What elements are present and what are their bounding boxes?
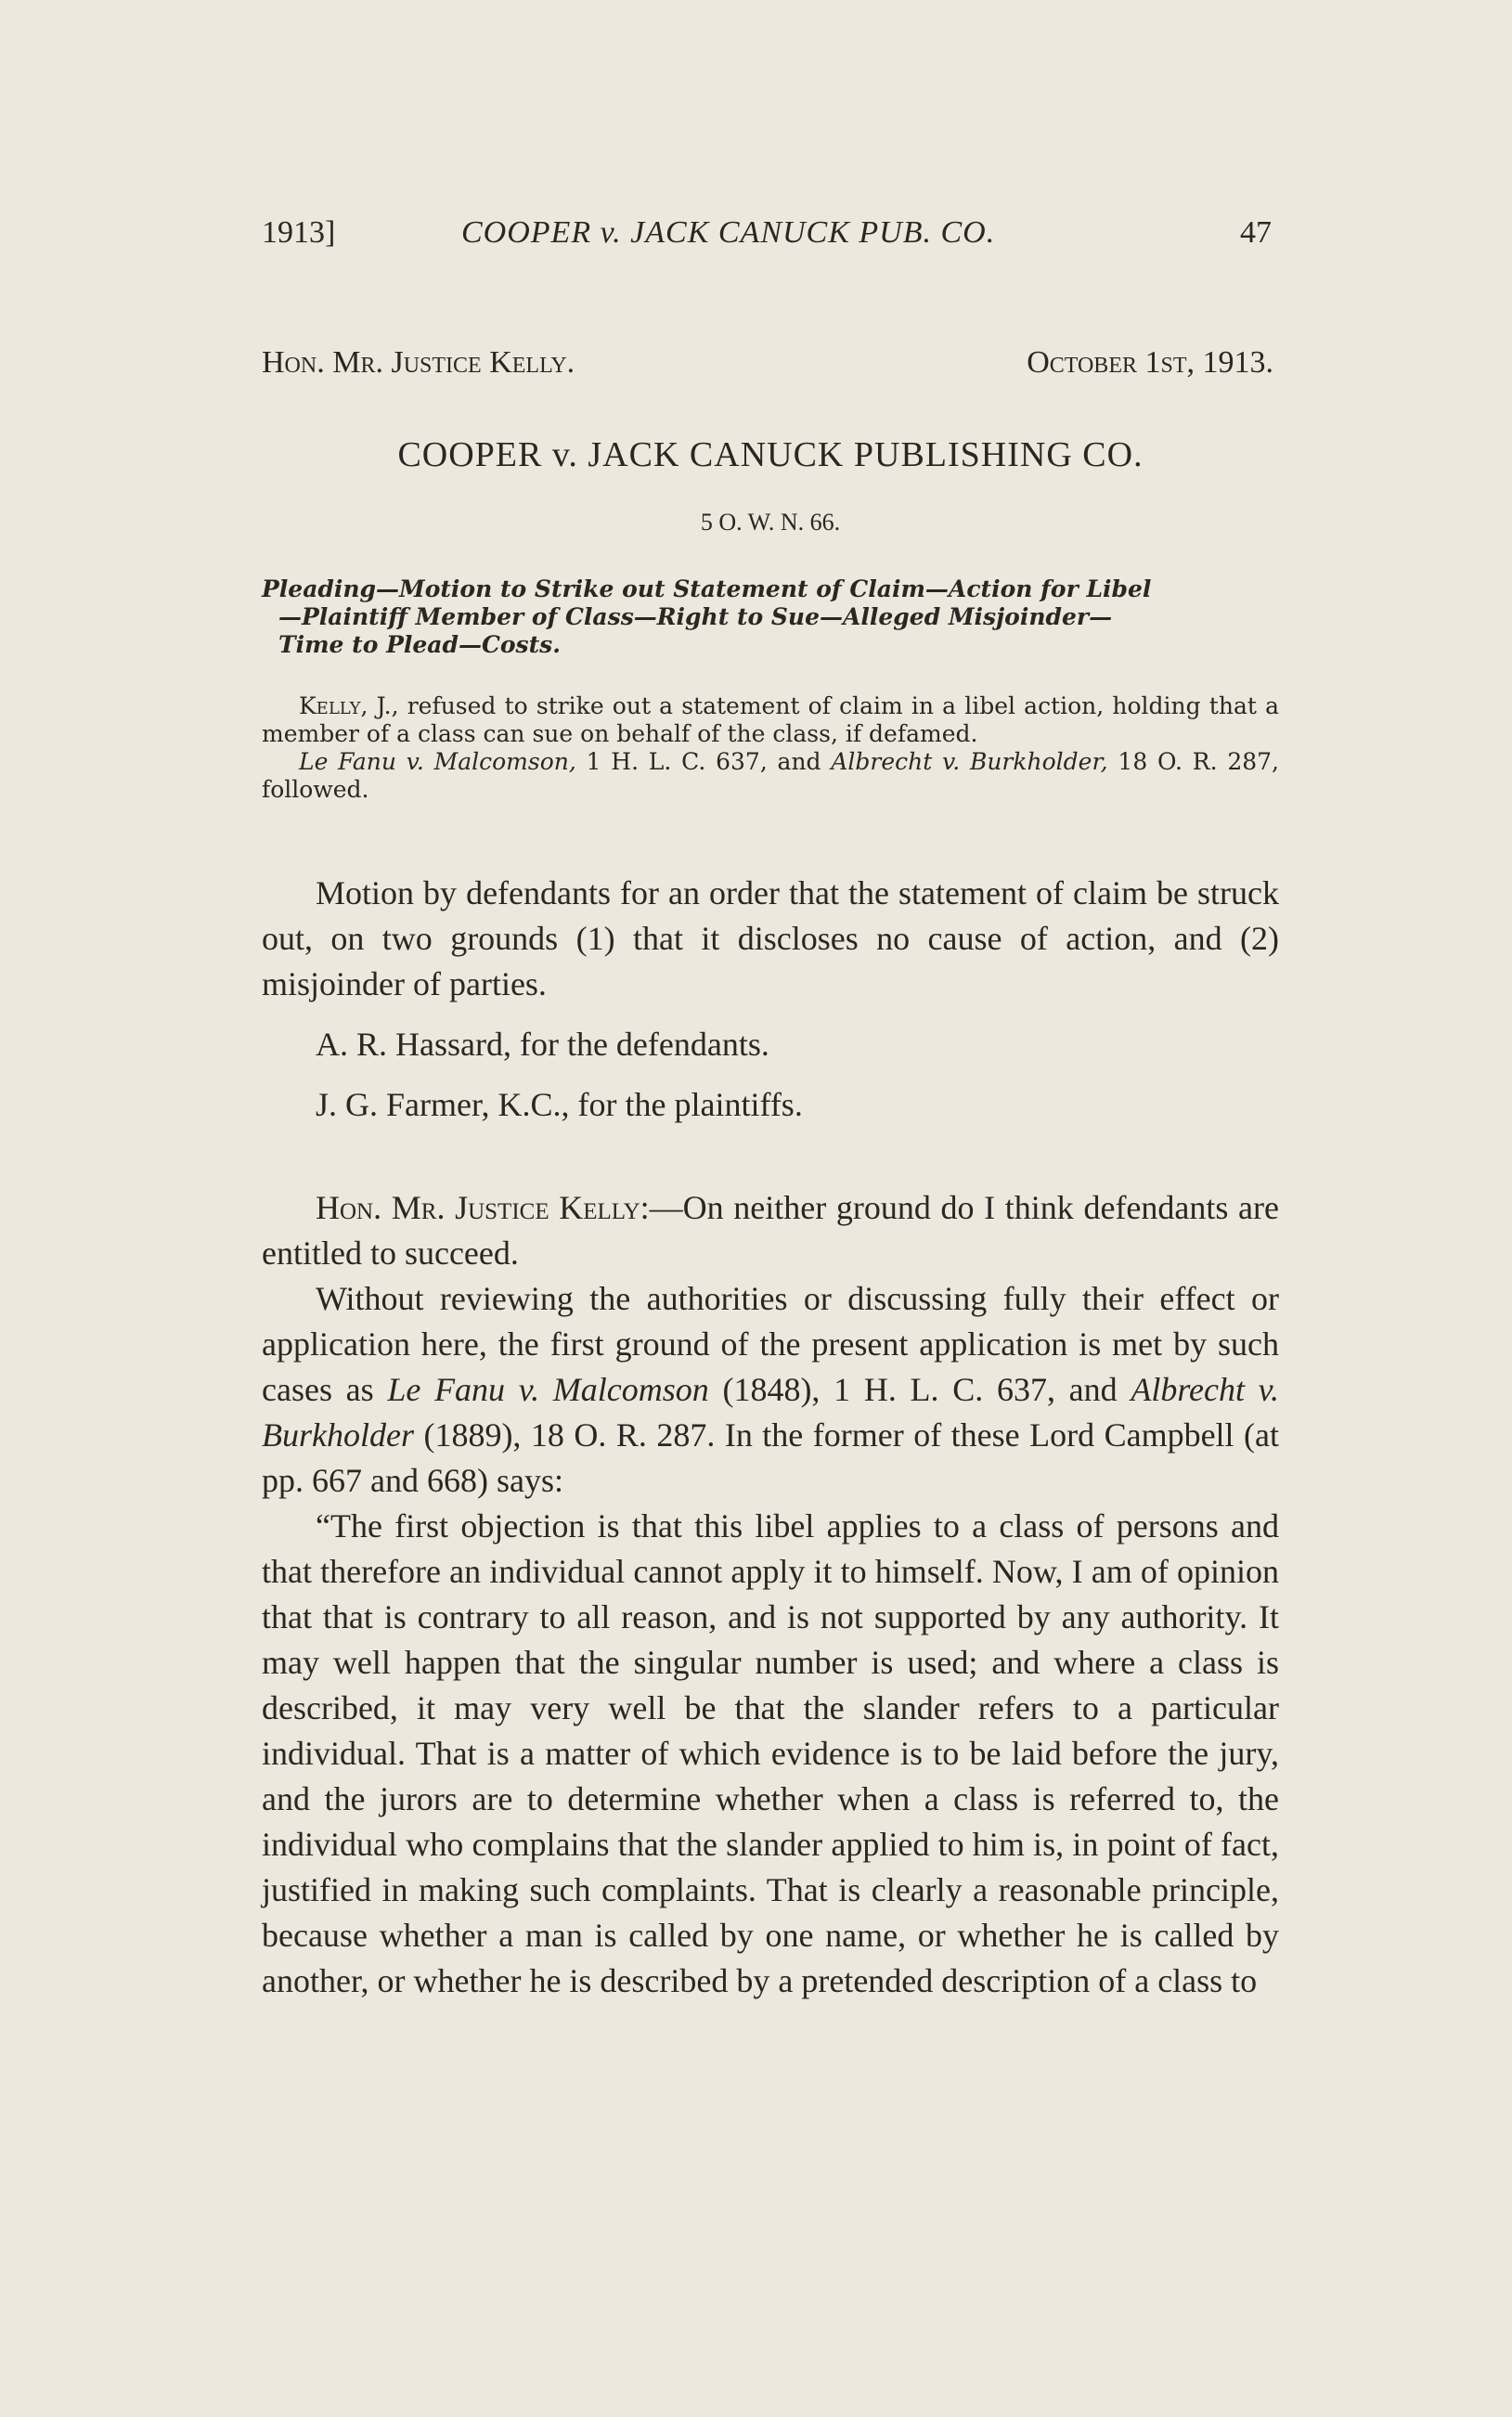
judge-name: Hon. Mr. Justice Kelly. [262, 345, 575, 380]
catchword-line: —Plaintiff Member of Class—Right to Sue—Alleged Misjoinder— [278, 603, 1113, 630]
running-head [262, 215, 1279, 262]
counsel-plaintiffs: J. G. Farmer, K.C., for the plaintiffs. [316, 1086, 803, 1123]
authority-case-1: Le Fanu v. Malcomson [387, 1371, 709, 1408]
authority-case-2: Albrecht v. Burkholder [262, 1371, 1279, 1454]
headnote-catchwords [262, 575, 1279, 659]
authorities-paragraph [262, 1276, 1279, 1504]
followed-cite-1: 1 H. L. C. 637, and [575, 748, 832, 775]
running-head-title: COOPER v. JACK CANUCK PUB. CO. [461, 215, 996, 250]
judgment-text: :—On neither ground do I think defendants are entitled to succeed. [262, 1189, 1279, 1272]
running-head-year: 1913] [262, 215, 336, 250]
quotation-paragraph: “The first objection is that this libel applies to a class of persons and that therefore an individual cannot apply it to himself. Now, I am of opinion that that is contrary to all reason, and is not supported by any authority. It may well happen that the singular number is used; and where a class is described, it may very well be that the slander refers to a particular individual. That is a matter of which evidence is to be laid before the jury, and the jurors are to determine whether when a class is referred to, the individual who complains that the slander applied to him is, in point of fact, justified in making such complaints. That is clearly a reasonable principle, because whether a man is called by one name, or whether he is called by another, or whether he is described by a pretended description of a class to [262, 1507, 1279, 1999]
headnote-holding [262, 692, 1279, 748]
authorities-text: Without reviewing the authorities or discussing fully their effect or application here, the first ground of the present application is met by such cases as [262, 1280, 1279, 1408]
followed-case-2: Albrecht v. Burkholder, [831, 748, 1108, 775]
catchword-line: Time to Plead—Costs. [278, 631, 561, 658]
followed-case-1: Le Fanu v. Malcomson, [299, 748, 576, 775]
holding-judge: Kelly, J. [299, 692, 392, 719]
decision-date: October 1st, 1913. [1027, 345, 1273, 380]
holding-text: , refused to strike out a statement of claim in a libel action, holding that a member of a class can sue on behalf of the class, if defamed. [262, 692, 1279, 747]
motion-paragraph: Motion by defendants for an order that the statement of claim be struck out, on two grounds (1) that it discloses no cause of action, and (2) misjoinder of parties. [262, 874, 1279, 1002]
counsel-defendants: A. R. Hassard, for the defendants. [316, 1026, 769, 1063]
page-number: 47 [1240, 215, 1272, 250]
authorities-text: (1889), 18 O. R. 287. In the former of these Lord Campbell (at pp. 667 and 668) says: [262, 1416, 1279, 1499]
case-title: COOPER v. JACK CANUCK PUBLISHING CO. [397, 435, 1144, 474]
catchword-line: Pleading—Motion to Strike out Statement of Claim—Action for Libel [262, 575, 1152, 602]
case-citation: 5 O. W. N. 66. [700, 509, 841, 536]
headnote [262, 575, 1279, 804]
authorities-text: (1848), 1 H. L. C. 637, and [708, 1371, 1131, 1408]
headnote-followed-cases [262, 748, 1279, 804]
opinion-body [262, 871, 1279, 2004]
judgment-opening [262, 1185, 1279, 1276]
judgment-judge: Hon. Mr. Justice Kelly [316, 1189, 640, 1226]
followed-cite-2: 18 O. R. 287, followed. [262, 748, 1279, 803]
